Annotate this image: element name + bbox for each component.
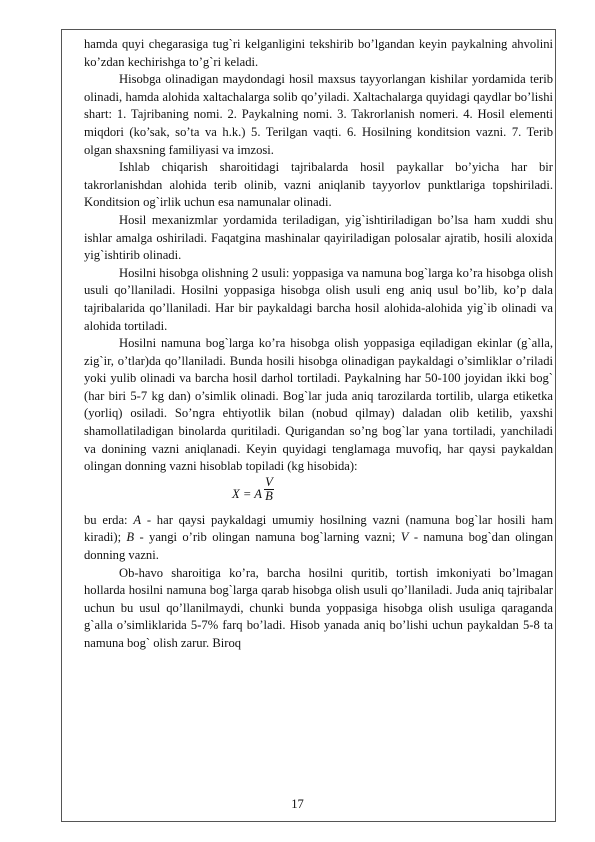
paragraph-4: Hosil mexanizmlar yordamida teriladigan, yig`ishtiriladigan bo’lsa ham xuddi shu ishlar amalga oshiriladi. Faqatgina mashinalar qayiriladigan polosalar ajratib, hosili aloxida yig`ishtirib olinadi. (84, 212, 553, 263)
p7-var-b: B (126, 530, 135, 545)
paragraph-8: Ob-havo sharoitiga ko’ra, barcha hosilni quritib, tortish imkoniyati bo’lmagan hollarda hosilni namuna bog`larga qarab hisobga olish usuli qo’llaniladi. Juda aniq tajribalar uchun bu usul qo’llanilmaydi, chunki bunda yoppasiga hisobga olish usuliga qaraganda g`alla o’simliklarida 5-7% farq bo’ladi. Hisob yanada aniq bo’lishi uchun paykaldan 5-8 ta namuna bog` olish zarur. Biroq (84, 565, 553, 650)
equation-numerator: V (265, 474, 273, 489)
equation-denominator: B (265, 488, 273, 503)
p7-text-b: - har qaysi paykaldagi umumiy hosilning vazni (namuna bog`lar hosili ham kiradi); (84, 512, 554, 545)
equation-lhs: X = A (232, 486, 262, 501)
p7-text-c: - yangi o’rib olingan namuna bog`larning vazni; (134, 530, 401, 545)
paragraph-5: Hosilni hisobga olishning 2 usuli: yoppasiga va namuna bog`larga ko’ra hisobga olish usuli qo’llaniladi. Hosilni yoppasiga hisobga olish usuli eng aniq usul bo’lib, ko’p dala tajribalarida qo’llaniladi. Har bir paykaldagi barcha hosil alohida-alohida yig`ib olinadi va alohida tortiladi. (84, 265, 553, 333)
p7-text-a: bu erda: (84, 512, 134, 527)
equation (84, 476, 553, 512)
paragraph-2: Hisobga olinadigan maydondagi hosil maxsus tayyorlangan kishilar yordamida terib olinadi, hamda alohida xaltachalarga solib qo’yiladi. Xaltachalarga quyidagi qaydlar bo’lishi shart: 1. Tajribaning nomi. 2. Paykalning nomi. 3. Takrorlanish nomeri. 4. Hosil elementi miqdori (ko’sak, so’ta va h.k.) 5. Terilgan vaqti. 6. Hosilning konditsion vazni. 7. Terib olgan shaxsning familiyasi va imzosi. (84, 72, 553, 157)
paragraph-3: Ishlab chiqarish sharoitidagi tajribalarda hosil paykallar bo’yicha har bir takrorlanishdan alohida terib olinib, vazni aniqlanib tayyorlov punktlariga topshiriladi. Konditsion og`irlik uchun esa namunalar olinadi. (84, 160, 553, 210)
document-body (84, 36, 553, 653)
page-number: 17 (291, 797, 304, 811)
p7-var-v: V (400, 530, 409, 545)
p7-text-d: - namuna bog`dan olingan donning vazni. (84, 530, 553, 563)
paragraph-7 (84, 512, 553, 565)
p7-var-a: A (133, 512, 142, 527)
paragraph-1: hamda quyi chegarasiga tug`ri kelganligini tekshirib bo’lgandan keyin paykalning ahvolini ko’zdan kechirishga to’g`ri keladi. (84, 37, 553, 69)
equation-fraction (264, 476, 274, 503)
paragraph-6: Hosilni namuna bog`larga ko’ra hisobga olish yoppasiga eqiladigan ekinlar (g`alla, zig`ir, o’tlar)da qo’llaniladi. Bunda hosili hisobga olinadigan paykaldagi o’simliklar o’riladi yoki yulib olinadi va barcha hosil darhol tortiladi. Paykalning har 50-100 joyidan ikki bog` (har biri 5-7 kg dan) o’simlik olinadi. Bog`lar juda aniq tarozilarda tortilib, ularga etiketka (yorliq) osiladi. So’ngra ehtiyotlik bilan (nobud qilmay) daladan olib ketilib, yaxshi shamollatiladigan binolarda quritiladi. Qurigandan so’ng bog`lar yana tortiladi, yanchiladi va donining vazni aniqlanadi. Keyin quyidagi tenglamaga muvofiq, har qaysi paykaldan olingan donning vazni hisoblab topiladi (kg hisobida): (84, 336, 553, 474)
